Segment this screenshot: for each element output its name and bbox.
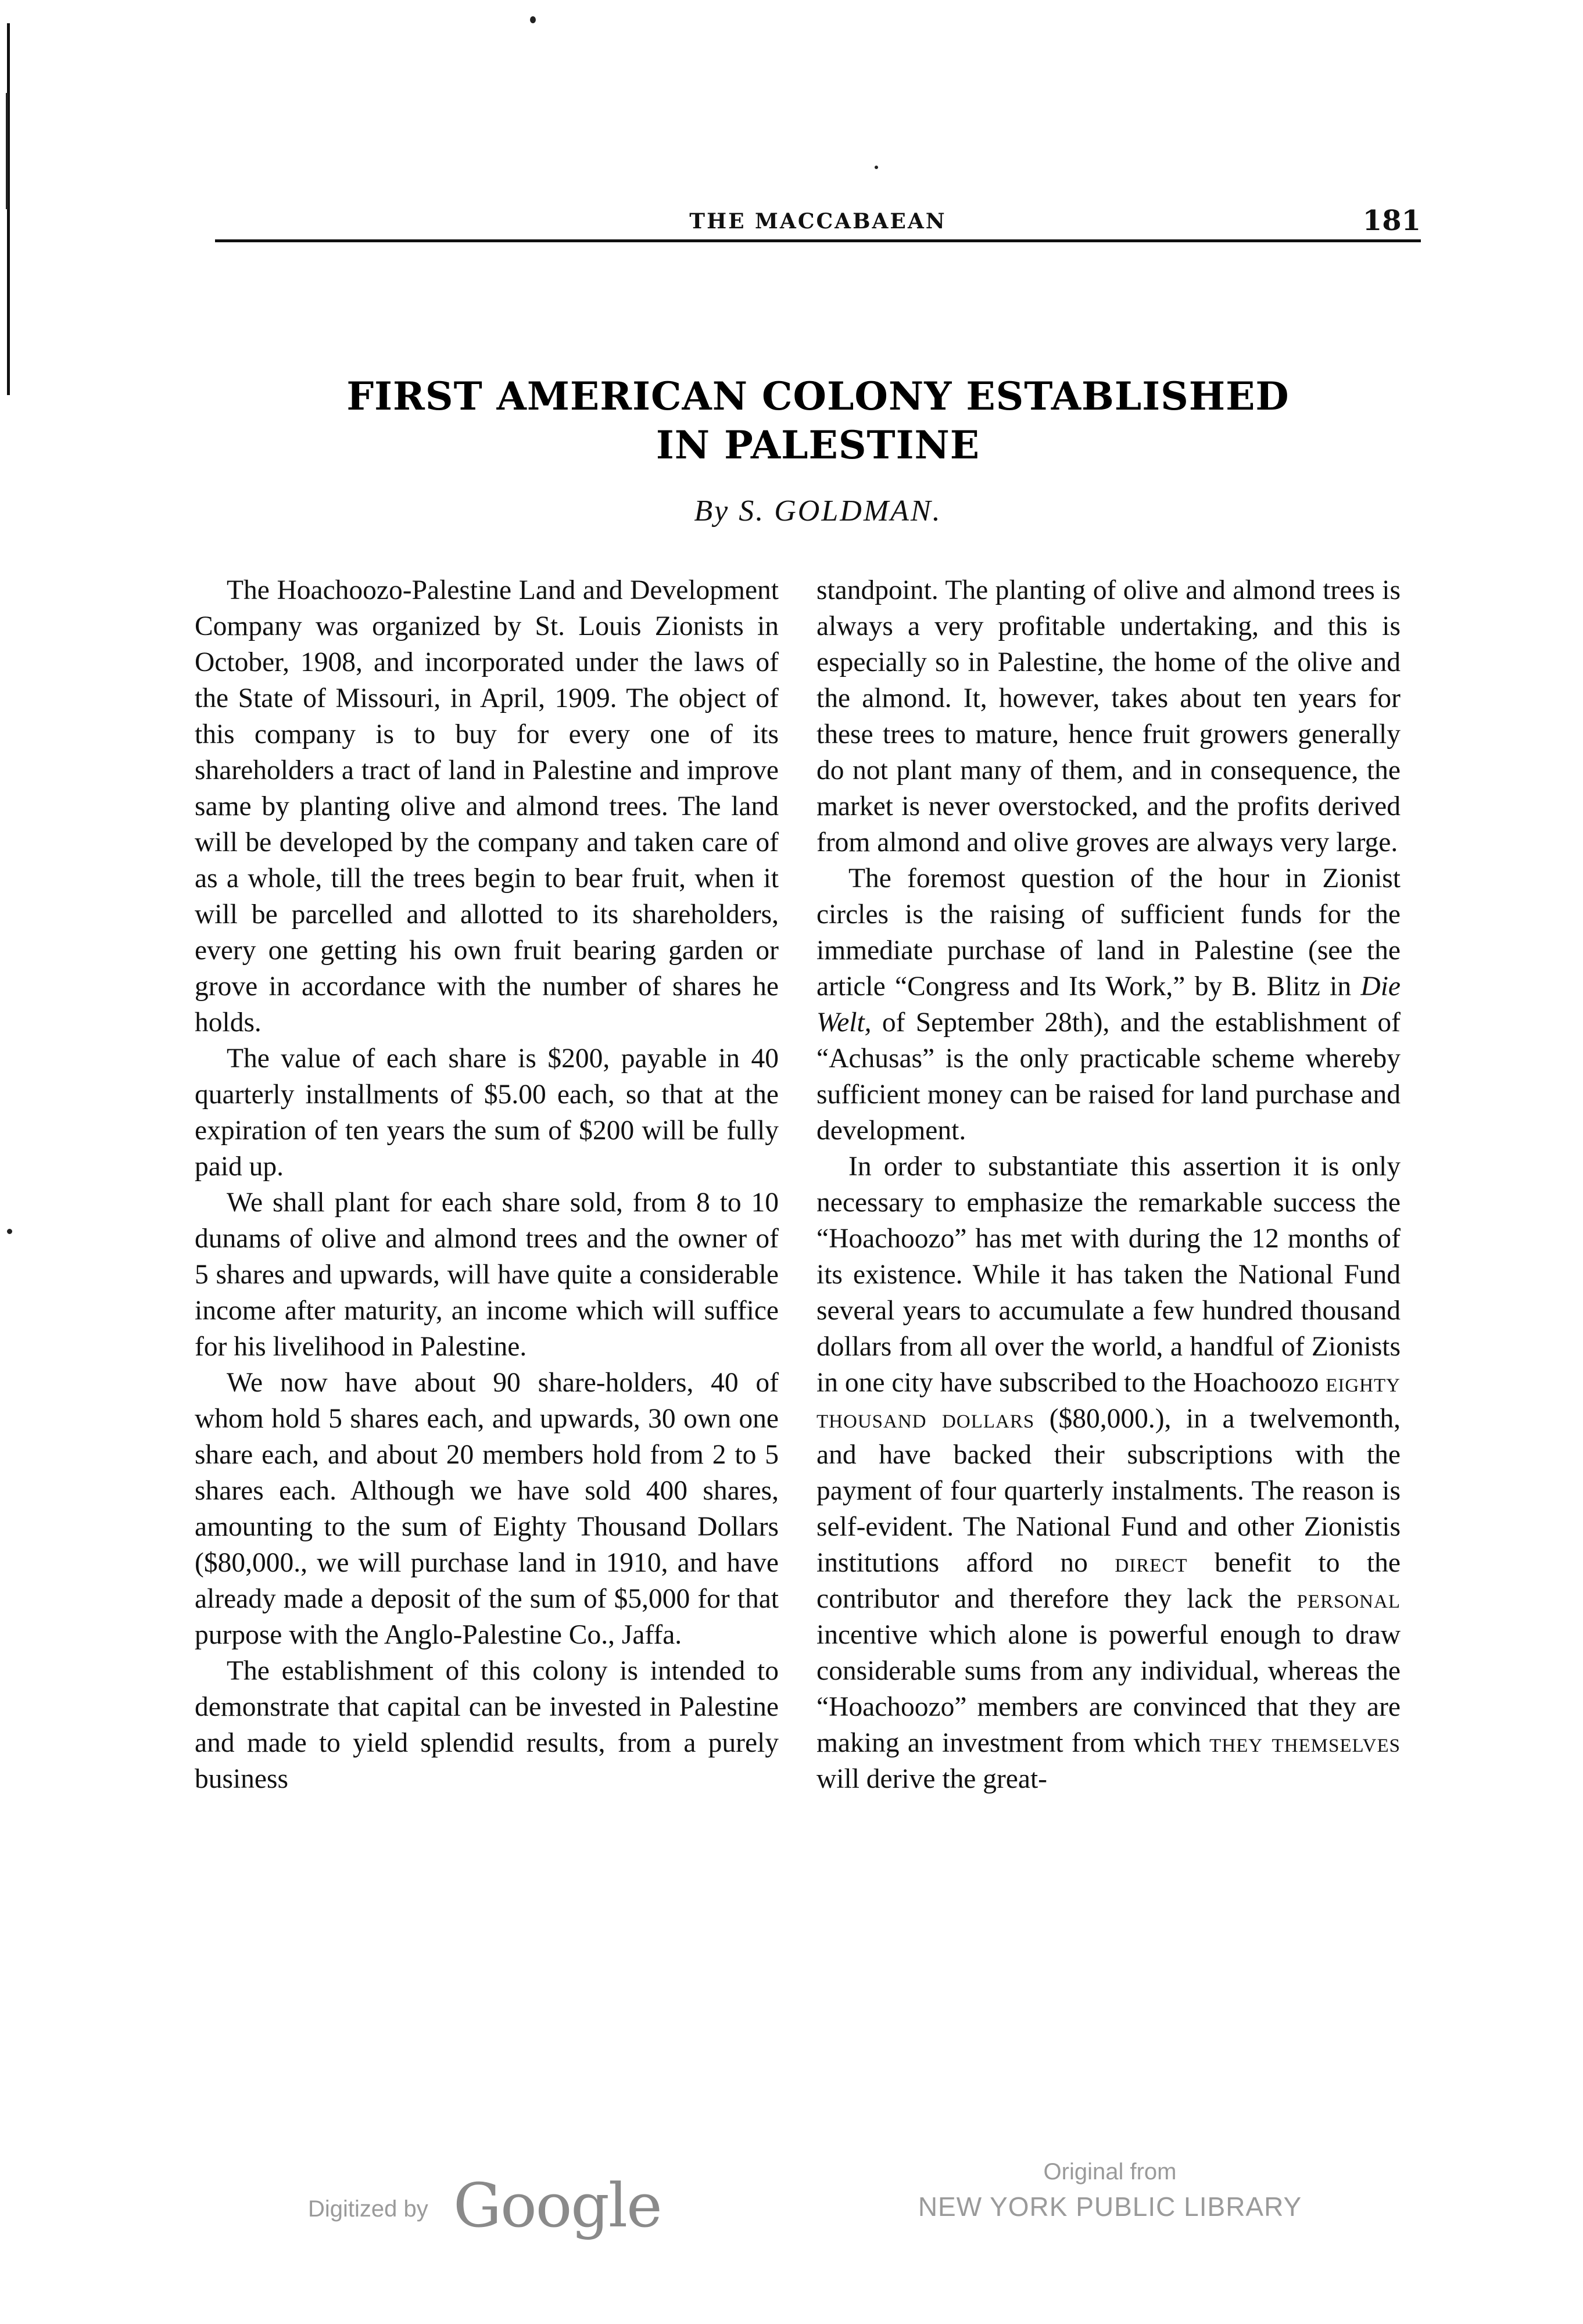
title-line-2: IN PALESTINE	[656, 422, 980, 468]
left-column	[195, 572, 779, 1797]
small-caps-run: personal	[1297, 1584, 1401, 1614]
scan-edge-shadow	[7, 23, 10, 395]
text-run: of September 28th), and the establishment of “Achusas” is the only practicable scheme whereby sufficient money can be raised for land purchase and development.	[816, 1007, 1401, 1146]
running-head: THE MACCABAEAN	[689, 209, 947, 234]
text-run: The foremost question of the hour in Zionist circles is the raising of sufficient funds for the immediate purchase of land in Palestine (see the article “Congress and Its Work,” by B. Blitz in	[816, 863, 1401, 1002]
small-caps-run: they themselves	[1209, 1728, 1401, 1758]
paragraph: The Hoachoozo-Palestine Land and Development Company was organized by St. Louis Zionists in October, 1908, and incorporated under the laws of the State of Missouri, in April, 1909. The object of this company is to buy for every one of its shareholders a tract of land in Palestine and improve same by planting olive and almond trees. The land will be developed by the company and taken care of as a whole, till the trees begin to bear fruit, when it will be parcelled and allotted to its shareholders, every one getting his own fruit bearing garden or grove in accordance with the number of shares he holds.	[195, 575, 779, 1038]
original-from-label: Original from	[1043, 2159, 1177, 2185]
google-logo: Google	[453, 2170, 661, 2241]
paragraph: standpoint. The planting of olive and almond trees is always a very profitable undertaking, and this is especially so in Palestine, the home of the olive and the almond. It, however, takes about ten years for these trees to mature, hence fruit growers generally do not plant many of them, and in consequence, the market is never overstocked, and the profits derived from almond and olive groves are always very large.	[816, 575, 1401, 858]
small-caps-run: direct	[1115, 1548, 1188, 1578]
scan-speck	[7, 1229, 12, 1234]
article-title	[215, 372, 1421, 469]
header-rule	[215, 239, 1421, 242]
text-run: incentive which alone is powerful enough to draw considerable sums from any individual, whereas the “Hoachoozo” members are convinced that they are making an investment from which	[816, 1620, 1401, 1758]
text-run: will derive the great-	[816, 1764, 1047, 1794]
paragraph: The value of each share is $200, payable in 40 quarterly installments of $5.00 each, so that at the expiration of ten years the sum of $200 will be fully paid up.	[195, 1043, 779, 1182]
paragraph: The establishment of this colony is intended to demonstrate that capital can be invested in Palestine and made to yield splendid results, from a purely business	[195, 1656, 779, 1794]
paragraph	[816, 860, 1401, 1149]
small-caps-run: eighty thousand dollars	[816, 1368, 1401, 1434]
library-attribution	[907, 2154, 1313, 2224]
byline: By S. GOLDMAN.	[694, 494, 942, 528]
scan-speck	[875, 166, 878, 169]
scan-speck	[530, 16, 536, 23]
text-run: benefit to the contributor and therefore they lack the	[816, 1548, 1401, 1614]
paragraph: We shall plant for each share sold, from 8 to 10 dunams of olive and almond trees and the owner of 5 shares and upwards, will have quite a considerable income after maturity, an income which will suffice for his livelihood in Palestine.	[195, 1188, 779, 1362]
paragraph	[816, 1149, 1401, 1797]
right-column	[816, 572, 1401, 1797]
publication-name: Die Welt,	[816, 971, 1401, 1038]
page-number: 181	[1362, 205, 1421, 237]
library-name: NEW YORK PUBLIC LIBRARY	[918, 2192, 1302, 2222]
text-run: ($80,000.), in a twelvemonth, and have backed their subscriptions with the payment of four quarterly instalments. The reason is self-evident. The National Fund and other Zionistis institutions afford no	[816, 1404, 1401, 1578]
text-run: In order to substantiate this assertion it is only necessary to emphasize the remarkable success the “Hoachoozo” has met with during the 12 months of its existence. While it has taken the National Fund several years to accumulate a few hundred thousand dollars from all over the world, a handful of Zionists in one city have subscribed to the Hoachoozo	[816, 1152, 1401, 1398]
paragraph: We now have about 90 share-holders, 40 of whom hold 5 shares each, and upwards, 30 own one share each, and about 20 members hold from 2 to 5 shares each. Although we have sold 400 shares, amounting to the sum of Eighty Thousand Dollars ($80,000., we will purchase land in 1910, and have already made a deposit of the sum of $5,000 for that purpose with the Anglo-Palestine Co., Jaffa.	[195, 1368, 779, 1650]
digitized-by-label: Digitized by	[308, 2196, 428, 2222]
scan-edge-shadow-inner	[6, 93, 8, 209]
title-line-1: FIRST AMERICAN COLONY ESTABLISHED	[346, 374, 1290, 419]
